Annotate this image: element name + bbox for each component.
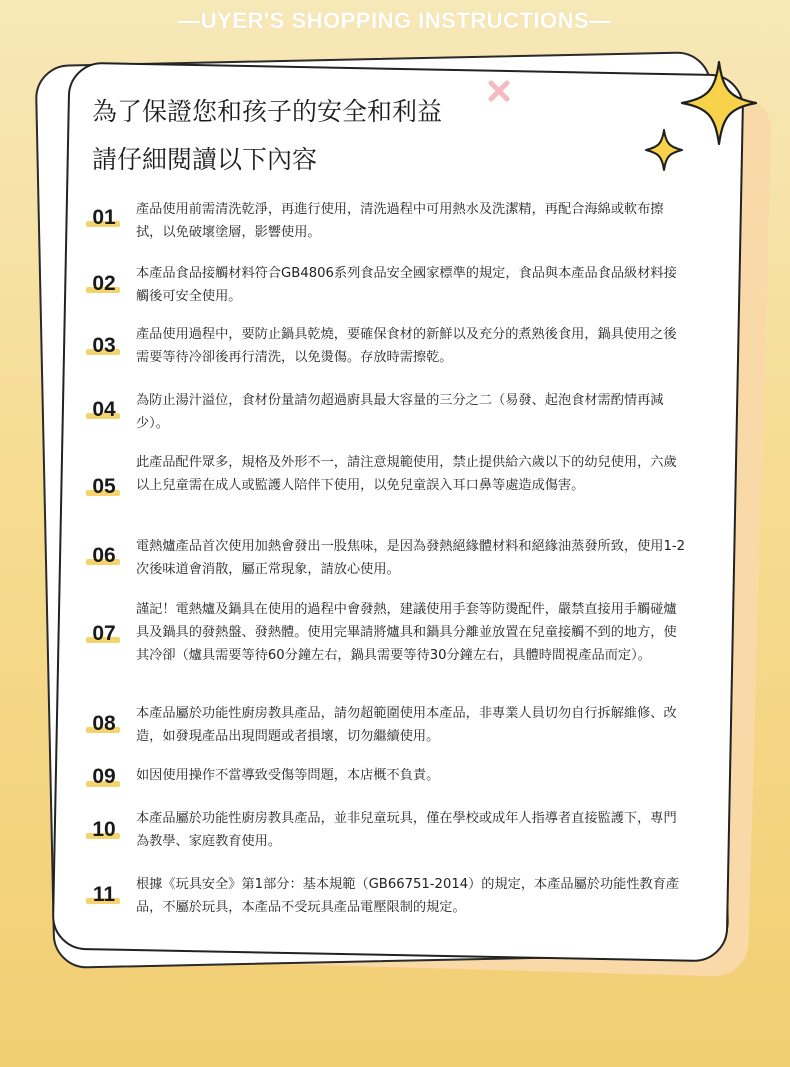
item-number: 04 xyxy=(92,398,116,421)
item-text: 電熱爐產品首次使用加熱會發出一股焦味，是因為發熱絕緣體材料和絕緣油蒸發所致，使用1-2次後味道會消散，屬正常現象，請放心使用。 xyxy=(136,539,686,577)
item-text: 本產品屬於功能性廚房教具產品，並非兒童玩具，僅在學校或成年人指導者直接監護下，專門為教學、家庭教育使用。 xyxy=(136,811,677,849)
item-text: 為防止湯汁溢位，食材份量請勿超過廚具最大容量的三分之二（易發、起泡食材需酌情再減少）。 xyxy=(136,393,664,431)
item-text: 謹記！電熱爐及鍋具在使用的過程中會發熱，建議使用手套等防燙配件，嚴禁直接用手觸碰爐具及鍋具的發熱盤、發熱體。使用完畢請將爐具和鍋具分離並放置在兒童接觸不到的地方，使其冷卻（爐具需要等待60分鐘左右，鍋具需要等待30分鐘左右，具體時間視產品而定）。 xyxy=(136,602,677,663)
item-number: 10 xyxy=(92,818,116,841)
item-number: 06 xyxy=(92,544,116,567)
item-number: 02 xyxy=(92,272,116,295)
item-text: 產品使用過程中，要防止鍋具乾燒，要確保食材的新鮮以及充分的煮熟後食用，鍋具使用之後需要等待冷卻後再行清洗，以免燙傷。存放時需擦乾。 xyxy=(136,327,677,365)
item-text: 根據《玩具安全》第1部分：基本規範（GB66751-2014）的規定，本產品屬於功能性教育產品，不屬於玩具，本產品不受玩具產品電壓限制的規定。 xyxy=(136,877,680,915)
item-number: 05 xyxy=(92,475,116,498)
item-number: 11 xyxy=(92,883,116,906)
item-number: 07 xyxy=(92,622,116,645)
item-text: 本產品食品接觸材料符合GB4806系列食品安全國家標準的規定，食品與本產品食品級材料接觸後可安全使用。 xyxy=(136,266,677,304)
intro-line-1: 為了保證您和孩子的安全和利益 xyxy=(92,97,443,126)
item-text: 此產品配件眾多，規格及外形不一，請注意規範使用，禁止提供給六歲以下的幼兒使用，六歲以上兒童需在成人或監護人陪伴下使用，以免兒童誤入耳口鼻等處造成傷害。 xyxy=(136,455,677,493)
item-text: 產品使用前需清洗乾淨，再進行使用，清洗過程中可用熱水及洗潔精，再配合海綿或軟布擦拭，以免破壞塗層，影響使用。 xyxy=(136,202,664,240)
item-number: 08 xyxy=(92,712,116,735)
item-number: 09 xyxy=(92,765,116,788)
page-header: —UYER'S SHOPPING INSTRUCTIONS— xyxy=(178,8,612,33)
item-number: 03 xyxy=(92,334,116,357)
intro-line-2: 請仔細閱讀以下內容 xyxy=(92,145,318,174)
item-number: 01 xyxy=(92,206,116,229)
item-text: 如因使用操作不當導致受傷等問題，本店概不負責。 xyxy=(136,768,440,783)
item-text: 本產品屬於功能性廚房教具產品，請勿超範圍使用本產品，非專業人員切勿自行拆解維修、改造，如發現產品出現問題或者損壞，切勿繼續使用。 xyxy=(136,706,677,744)
